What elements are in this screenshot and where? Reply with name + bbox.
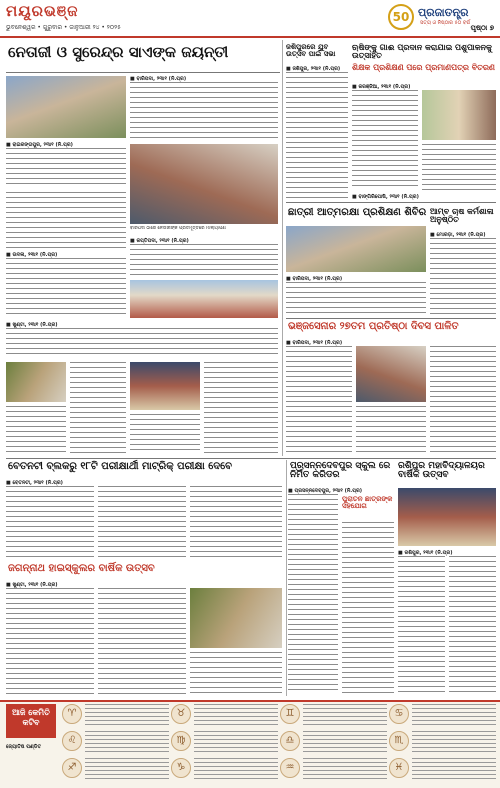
headline-rule: [6, 72, 280, 73]
horoscope-title: ଆଜି କେମିତି କଟିବ: [6, 704, 56, 738]
netaji-text-5: [130, 244, 278, 276]
annual-photo: [190, 588, 282, 648]
zodiac-sign-text: [194, 758, 278, 780]
training-text: [286, 282, 426, 314]
zodiac-sign-text: [412, 731, 496, 753]
netaji-byline-1: ■ ବାରିପଦା, ୨୩ା୧ (ନି.ପ୍ର): [130, 76, 187, 82]
section-title: ମୟୂରଭଞ୍ଜ: [6, 2, 79, 20]
netaji-byline-2: ■ ରାଇରଙ୍ଗପୁର, ୨୩ା୧ (ନି.ପ୍ର): [6, 142, 73, 148]
farmer-headline: ଋଷିଙ୍କୁ ଗାଈ ପ୍ରଦାନ କରାଯାଇ ପଶୁପାଳନକୁ ଉତ୍ସାହିତ: [352, 43, 492, 61]
farmer-text-2: [422, 144, 496, 190]
netaji-text-7: [70, 362, 126, 454]
zodiac-sign-icon: ♐: [62, 758, 82, 778]
zodiac-sign-text: [303, 758, 387, 780]
netaji-text-8: [6, 406, 66, 454]
netaji-text-1: [130, 82, 278, 140]
horoscope-author: ଜ୍ୟୋତିଷ ପଣ୍ଡିତ: [6, 744, 42, 750]
netaji-text-10: [204, 362, 278, 454]
bhanja-photo: [356, 346, 426, 402]
zodiac-sign-text: [85, 758, 169, 780]
youth-text: [286, 72, 348, 198]
netaji-text-4: [6, 258, 126, 318]
section-rule-3: [6, 458, 496, 459]
exam-text-1: [6, 486, 94, 560]
zodiac-sign-icon: ♏: [389, 731, 409, 751]
anniversary-logo: 50: [388, 4, 414, 30]
netaji-caption-1: ବାରିପଦା ଠାରେ ନେତାଜୀଙ୍କ ପ୍ରତିମୂର୍ତ୍ତିରେ ମାଲ୍ୟାର୍ପଣ: [130, 226, 226, 231]
school-text-1: [288, 494, 338, 694]
bhanja-text-2: [356, 406, 426, 454]
zodiac-sign-text: [412, 758, 496, 780]
zodiac-sign-icon: ♓: [389, 758, 409, 778]
guard-byline: ■ ବାଙ୍ଗିରିପୋଷି, ୨୩ା୧ (ନି.ପ୍ର): [352, 194, 419, 200]
netaji-text-11: [130, 414, 200, 454]
zodiac-sign-icon: ♌: [62, 731, 82, 751]
annual-text-1: [6, 588, 94, 694]
annual-headline: ଜଗନ୍ନାଥ ହାଇସ୍କୁଲର ବାର୍ଷିକ ଉତ୍ସବ: [8, 563, 155, 574]
youth-byline: ■ ଜଶିପୁର, ୨୩ା୧ (ନି.ପ୍ର): [286, 66, 341, 72]
annual-byline: ■ ଖୁଣ୍ଟା, ୨୩ା୧ (ନି.ପ୍ର): [6, 582, 58, 588]
agri-byline: ■ ମୋରଡ଼ା, ୨୩ା୧ (ନି.ପ୍ର): [430, 232, 486, 238]
zodiac-sign-text: [194, 731, 278, 753]
zodiac-sign-icon: ♉: [171, 704, 191, 724]
bhanja-byline: ■ ବାରିପଦା, ୨୩ା୧ (ନି.ପ୍ର): [286, 340, 343, 346]
zodiac-sign-icon: ♎: [280, 731, 300, 751]
netaji-headline: ନେତାଜୀ ଓ ସୁରେନ୍ଦ୍ର ସାଏଙ୍କ ଜୟନ୍ତୀ: [8, 43, 229, 61]
farmer-text-1: [352, 90, 418, 190]
netaji-byline-4: ■ କପ୍ତିପଦା, ୨୩ା୧ (ନି.ପ୍ର): [130, 238, 189, 244]
zodiac-sign-text: [85, 731, 169, 753]
newspaper-brand: ପ୍ରଜାତନ୍ତ୍ର: [418, 6, 469, 19]
page-number: ପୃଷ୍ଠା ୭: [470, 24, 494, 32]
youth-headline: ଜଶିପୁରରେ ଯୁବ ଉତ୍ସବ ପାଇଁ ସଭା: [286, 43, 336, 59]
netaji-photo-2: [130, 144, 278, 224]
zodiac-sign-icon: ♈: [62, 704, 82, 724]
bhanja-headline: ଭଞ୍ଜସେନାର ୨୭ତମ ପ୍ରତିଷ୍ଠା ଦିବସ ପାଳିତ: [288, 321, 459, 332]
date-line: ଭୁବନେଶ୍ୱର • ଗୁରୁବାର • ଜାନୁଆରୀ ୨୪ • ୨୦୨୫: [6, 24, 121, 31]
exam-text-2: [98, 486, 186, 560]
zodiac-sign-text: [412, 704, 496, 726]
school-text-2: [342, 522, 394, 694]
zodiac-sign-text: [303, 704, 387, 726]
exam-text-3: [190, 486, 282, 560]
school-byline: ■ ପ୍ରସନ୍ନଦେବପୁର, ୨୩ା୧ (ନି.ପ୍ର): [288, 488, 363, 494]
training-headline: ଛାତ୍ରୀ ଆତ୍ମରକ୍ଷା ପ୍ରଶିକ୍ଷଣ ଶିବିର: [288, 207, 427, 218]
bhanja-text-1: [286, 346, 352, 454]
bhanja-text-3: [430, 346, 496, 454]
netaji-text-2: [6, 148, 126, 188]
zodiac-sign-icon: ♒: [280, 758, 300, 778]
zodiac-sign-text: [85, 704, 169, 726]
zodiac-sign-icon: ♊: [280, 704, 300, 724]
farmer-byline: ■ କରଞ୍ଜିଆ, ୨୩ା୧ (ନି.ପ୍ର): [352, 84, 411, 90]
exam-byline: ■ ବେତନଟୀ, ୨୩ା୧ (ନି.ପ୍ର): [6, 480, 63, 486]
annual-text-2: [98, 588, 186, 694]
zodiac-sign-icon: ♋: [389, 704, 409, 724]
section-rule-2: [286, 318, 496, 319]
college-text-1: [398, 556, 445, 694]
section-rule-1: [286, 202, 496, 203]
training-byline: ■ ବାରିପଦା, ୨୩ା୧ (ନି.ପ୍ର): [286, 276, 343, 282]
agri-headline: ଆମ୍ବ ଚାଷ କର୍ମଶାଳା ଅନୁଷ୍ଠିତ: [430, 207, 494, 225]
zodiac-sign-text: [303, 731, 387, 753]
column-rule-bottom: [286, 460, 287, 696]
training-photo: [286, 226, 426, 272]
netaji-byline-5: ■ ଖୁଣ୍ଟା, ୨୩ା୧ (ନି.ପ୍ର): [6, 322, 58, 328]
netaji-byline-3: ■ ଉଦଳା, ୨୩ା୧ (ନି.ପ୍ର): [6, 252, 58, 258]
netaji-photo-1: [6, 76, 126, 138]
zodiac-sign-icon: ♍: [171, 731, 191, 751]
zodiac-sign-icon: ♑: [171, 758, 191, 778]
exam-headline: ବେତନଟୀ ବ୍ଲକରୁ ୧୮ଟି ପରୀକ୍ଷାର୍ଥୀ ମାଟ୍ରିକ୍ ପରୀକ୍ଷା ଦେବେ: [8, 461, 232, 472]
zodiac-sign-text: [194, 704, 278, 726]
netaji-photo-3: [130, 280, 278, 318]
brand-tagline: ସତ୍ୟ ଓ ନିଷ୍ଠାର ୫୦ ବର୍ଷ: [420, 20, 470, 26]
college-headline: ରଶିପୁର ମହାବିଦ୍ୟାଳୟର ବାର୍ଷିକ ଉତ୍ସବ: [398, 461, 485, 481]
college-text-2: [449, 556, 496, 694]
netaji-photo-4: [6, 362, 66, 402]
masthead: [0, 0, 500, 38]
school-headline: ପ୍ରସନ୍ନଦେବପୁର ସ୍କୁଲ ରେ ନିର୍ମିତ କରିଡର: [290, 461, 391, 481]
guard-headline: ଶିକ୍ଷକ ପ୍ରଶିକ୍ଷଣ ପରେ ପ୍ରମାଣପତ୍ର ବିତରଣ: [352, 63, 495, 72]
annual-text-3: [190, 652, 282, 694]
school-pullquote: ପୁରାତନ ଛାତ୍ରଙ୍କ ସହଯୋଗ: [342, 495, 393, 511]
netaji-text-3: [6, 192, 126, 248]
agri-text: [430, 238, 496, 314]
college-byline: ■ ରଶିପୁର, ୨୩ା୧ (ନି.ପ୍ର): [398, 550, 453, 556]
farmer-photo: [422, 90, 496, 140]
college-photo: [398, 488, 496, 546]
netaji-text-6: [6, 328, 278, 358]
column-rule-left: [282, 40, 283, 456]
netaji-photo-5: [130, 362, 200, 410]
